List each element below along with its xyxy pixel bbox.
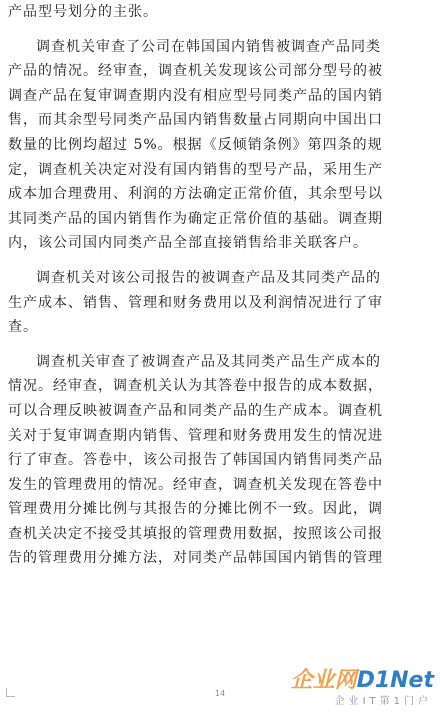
watermark-logo [276,668,436,712]
text-line: 查。 [8,319,38,336]
text-line: 其同类产品的国内销售作为确定正常价值的基础。调查期 [8,210,383,227]
text-line: 调查机关对该公司报告的被调查产品及其同类产品的 [36,269,381,286]
watermark-brand [291,668,434,694]
text-line: 内，该公司国内同类产品全部直接销售给非关联客户。 [8,235,368,252]
text-line: 可以合理反映被调查产品和同类产品的生产成本。调查机 [8,402,383,419]
text-line: 行了审查。答卷中，该公司报告了韩国国内销售同类产品 [8,452,383,469]
watermark-brand-cn: 企业网 [290,668,357,693]
text-line: 产品的情况。经审查，调查机关发现该公司部分型号的被 [8,63,383,80]
body-text [8,0,432,571]
text-line: 售，而其余型号同类产品国内销售数量占同期向中国出口 [8,112,383,129]
text-line: 数量的比例均超过 5%。根据《反倾销条例》第四条的规 [8,136,383,153]
text-line: 定，调查机关决定对没有国内销售的型号产品，采用生产 [8,161,383,178]
text-line: 调查机关审查了公司在韩国国内销售被调查产品同类 [36,38,381,55]
text-line: 调查产品在复审调查期内没有相应型号同类产品的国内销 [8,87,383,104]
text-line: 调查机关审查了被调查产品及其同类产品生产成本的 [36,353,381,370]
text-line: 告的管理费用分摊方法，对同类产品韩国国内销售的管理 [8,550,383,567]
watermark-tagline: 企业IT第1门户 [334,696,432,707]
text-line: 发生的管理费用的情况。经审查，调查机关发现在答卷中 [8,476,383,493]
text-line: 产品型号划分的主张。 [8,4,158,20]
text-line: 成本加合理费用、利润的方法确定正常价值，其余型号以 [8,186,383,203]
text-line: 生产成本、销售、管理和财务费用以及利润情况进行了审 [8,294,383,311]
watermark-brand-en: D1Net [356,668,434,693]
text-line: 查机关决定不接受其填报的管理费用数据，按照该公司报 [8,525,383,542]
text-line: 关对于复审调查期内销售、管理和财务费用发生的情况进 [8,427,383,444]
text-line: 管理费用分摊比例与其报告的分摊比例不一致。因此，调 [8,501,383,518]
text-line: 情况。经审查，调查机关认为其答卷中报告的成本数据， [8,378,383,395]
page-number: 14 [214,689,226,698]
